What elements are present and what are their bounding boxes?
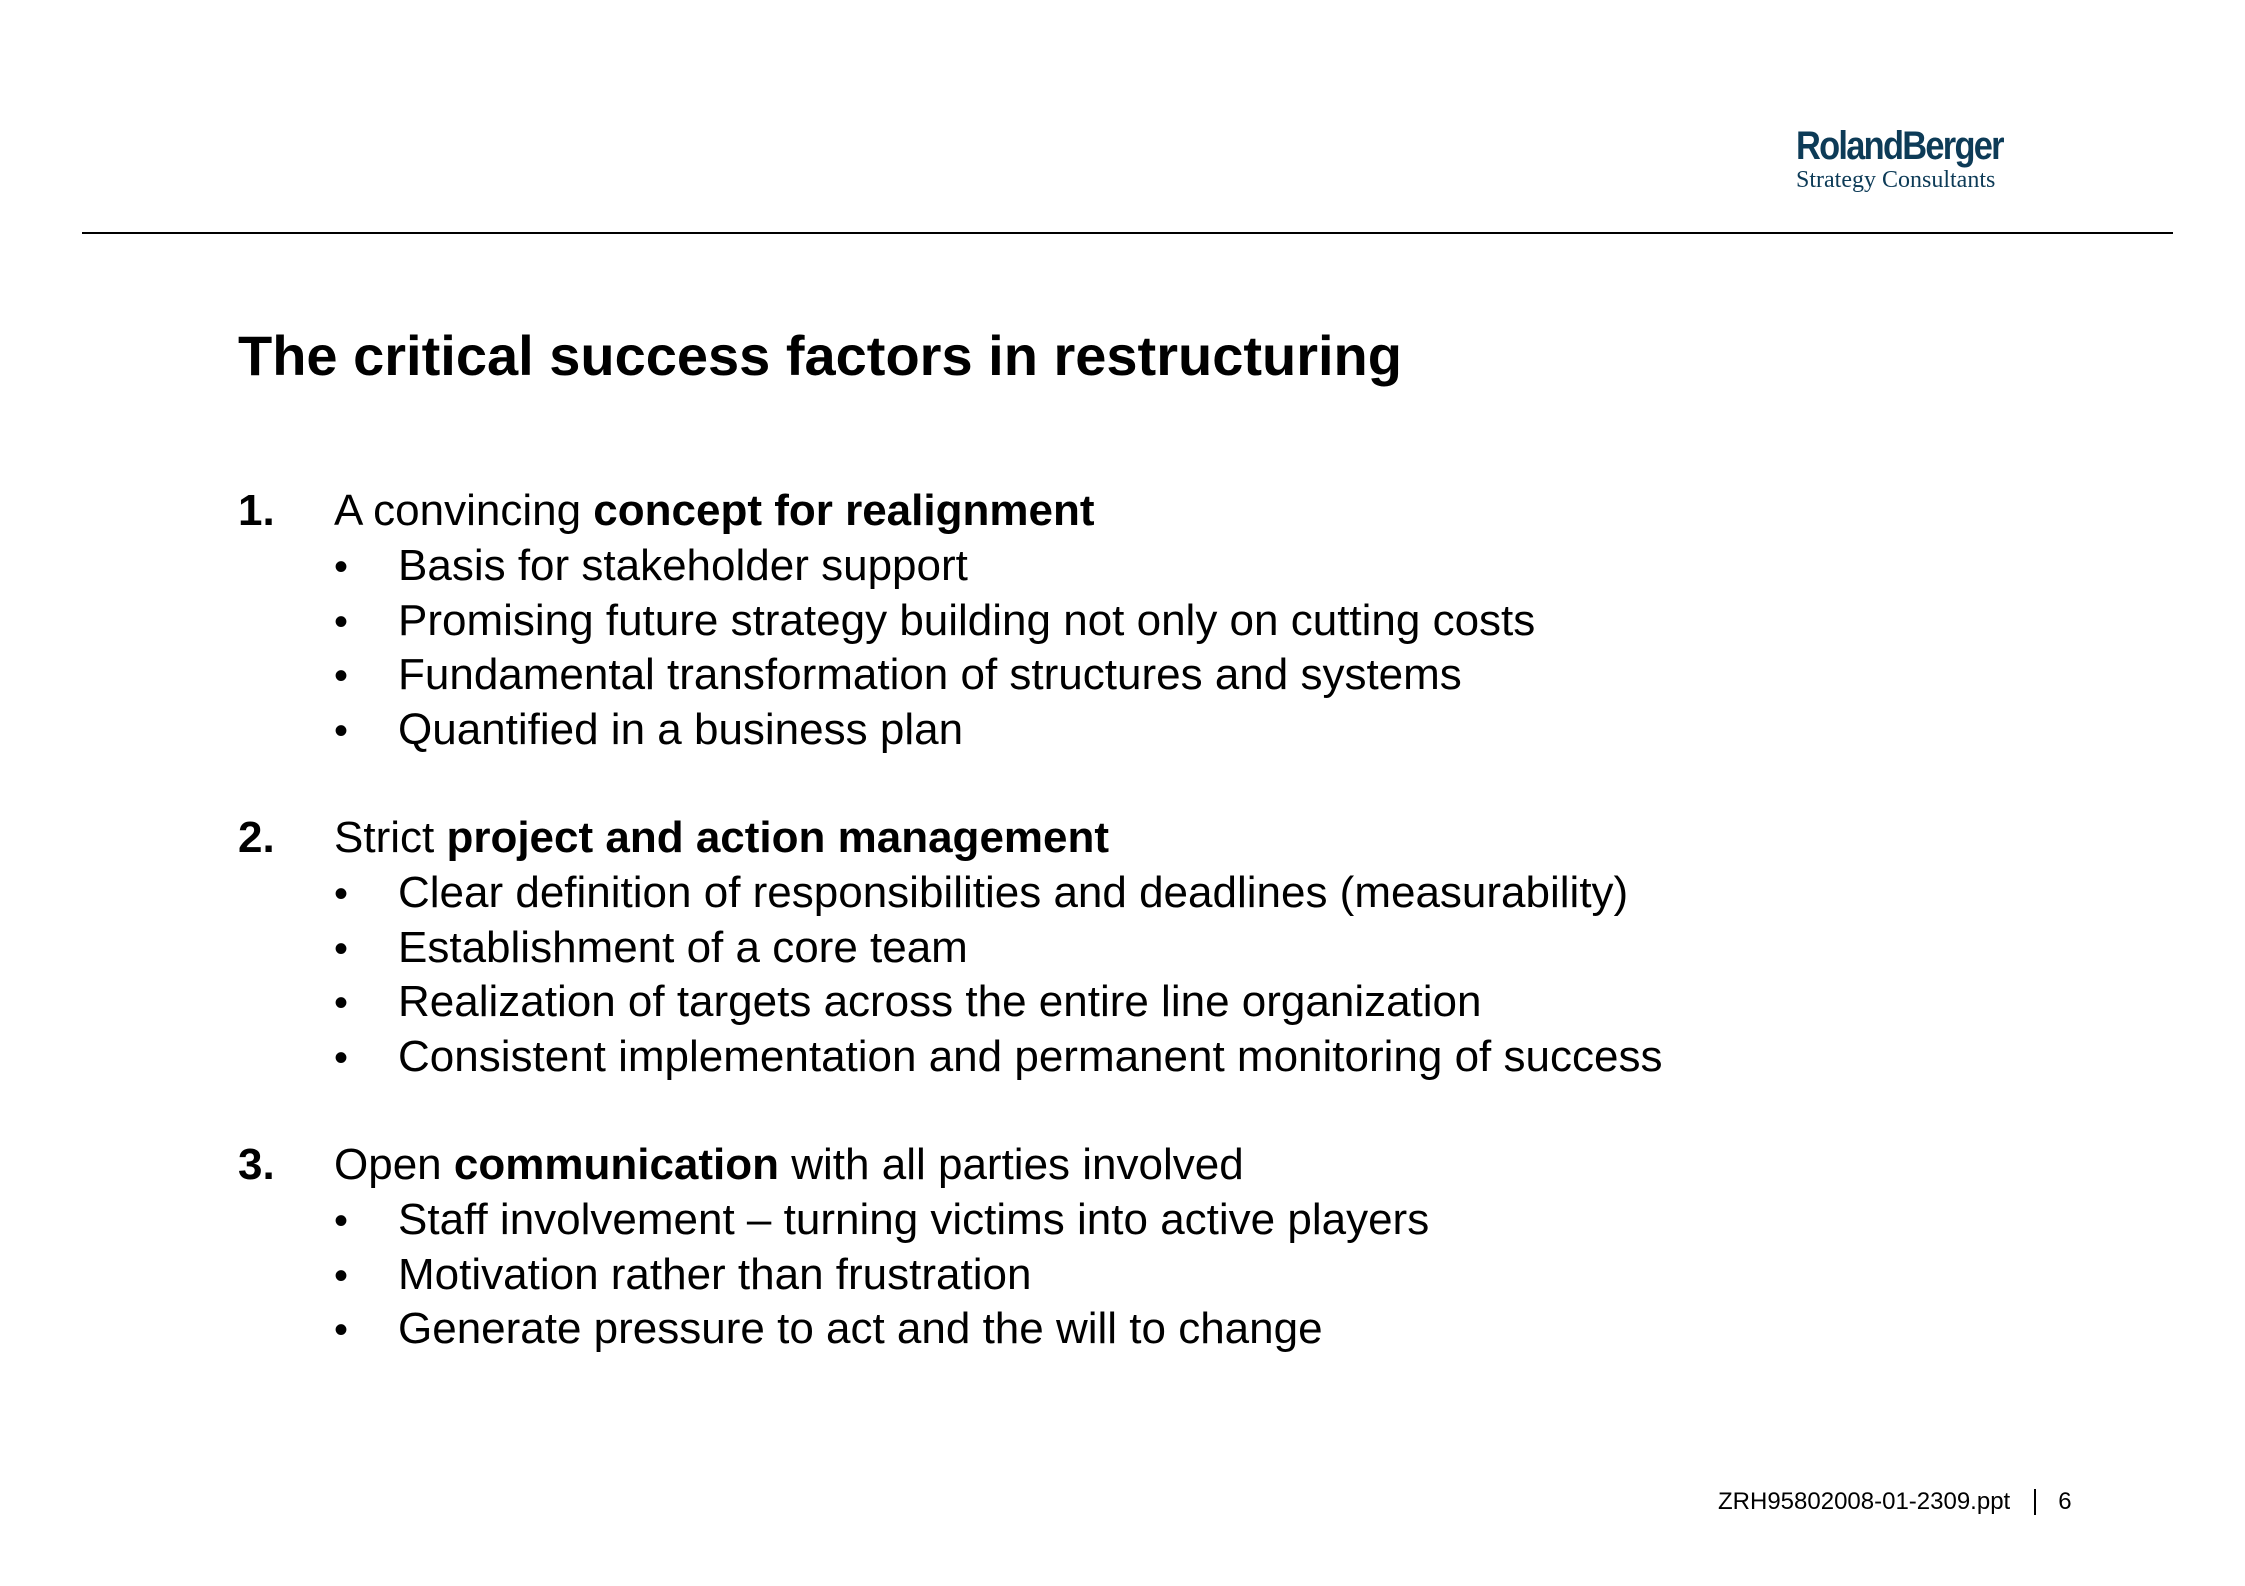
logo-tagline: Strategy Consultants xyxy=(1796,167,1996,193)
slide-footer xyxy=(1718,1486,2072,1518)
bullet-icon: • xyxy=(334,1253,349,1298)
bullet-text: Establishment of a core team xyxy=(398,922,968,972)
bullet-text: Clear definition of responsibilities and deadlines (measurability) xyxy=(398,868,1629,917)
bullet-item xyxy=(238,594,2138,649)
bullet-item xyxy=(238,1030,2138,1085)
bullet-text: Motivation rather than frustration xyxy=(398,1249,1032,1299)
bullet-icon: • xyxy=(334,1308,349,1352)
bullet-icon: • xyxy=(334,1035,349,1080)
bullet-icon: • xyxy=(334,545,349,589)
bullet-text: Promising future strategy building not only on cutting costs xyxy=(398,595,1536,645)
footer-separator xyxy=(2034,1489,2036,1515)
bullet-text: Quantified in a business plan xyxy=(398,704,964,754)
bullet-icon: • xyxy=(334,872,349,916)
bullet-item xyxy=(238,1302,2138,1357)
factor-suffix: with all parties involved xyxy=(779,1140,1244,1189)
bullet-text: Generate pressure to act and the will to change xyxy=(398,1304,1323,1353)
factor-heading-text xyxy=(334,1137,1244,1193)
factor-heading xyxy=(238,1137,2138,1193)
bullet-item xyxy=(238,866,2138,921)
logo-wordmark: RolandBerger xyxy=(1796,124,2003,168)
bullet-item xyxy=(238,539,2138,594)
bullet-item xyxy=(238,975,2138,1030)
bullet-item xyxy=(238,703,2138,758)
bullet-item xyxy=(238,1193,2138,1248)
factor-bullet-list xyxy=(238,539,2138,757)
roland-berger-logo xyxy=(1796,126,2044,193)
page-number: 6 xyxy=(2058,1488,2072,1515)
factor-emphasis: project and action management xyxy=(446,813,1110,862)
factor-bullet-list xyxy=(238,866,2138,1084)
factor-number: 2. xyxy=(238,813,275,862)
factor-emphasis: communication xyxy=(453,1140,780,1189)
bullet-item xyxy=(238,921,2138,976)
bullet-text: Fundamental transformation of structures and systems xyxy=(398,650,1462,699)
factor-bullet-list xyxy=(238,1193,2138,1357)
footer-file-name: ZRH95802008-01-2309.ppt xyxy=(1718,1488,2011,1515)
bullet-icon: • xyxy=(334,981,349,1025)
factor-item xyxy=(238,1137,2138,1357)
bullet-icon: • xyxy=(334,654,349,698)
bullet-text: Basis for stakeholder support xyxy=(398,541,968,590)
factor-emphasis: concept for realignment xyxy=(593,486,1095,535)
factor-heading-text xyxy=(334,810,1109,866)
factor-prefix: A convincing xyxy=(334,486,594,535)
success-factors-list xyxy=(238,483,2138,1410)
header-divider xyxy=(82,232,2173,234)
bullet-item xyxy=(238,648,2138,703)
bullet-text: Consistent implementation and permanent monitoring of success xyxy=(398,1031,1663,1081)
bullet-icon: • xyxy=(334,926,349,971)
factor-heading xyxy=(238,810,2138,866)
bullet-text: Realization of targets across the entire line organization xyxy=(398,977,1482,1026)
factor-number: 3. xyxy=(238,1140,275,1189)
factor-prefix: Strict xyxy=(334,813,447,862)
bullet-item xyxy=(238,1248,2138,1303)
slide-title: The critical success factors in restructuring xyxy=(238,323,1402,387)
bullet-text: Staff involvement – turning victims into active players xyxy=(398,1195,1430,1244)
factor-item xyxy=(238,483,2138,757)
bullet-icon: • xyxy=(334,599,349,644)
factor-number: 1. xyxy=(238,486,275,535)
bullet-icon: • xyxy=(334,1199,349,1243)
factor-prefix: Open xyxy=(334,1140,454,1189)
factor-heading xyxy=(238,483,2138,539)
bullet-icon: • xyxy=(334,708,349,753)
factor-heading-text xyxy=(334,483,1094,539)
factor-item xyxy=(238,810,2138,1084)
